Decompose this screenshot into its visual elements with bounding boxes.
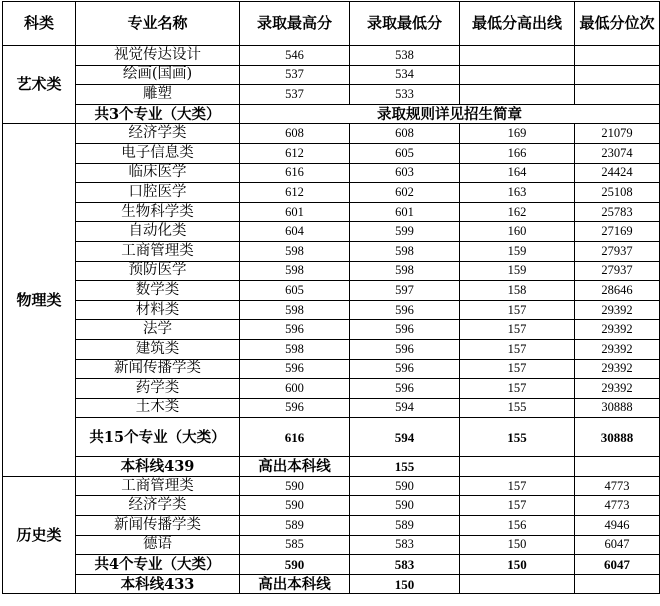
major-name: 新闻传播学类 bbox=[76, 516, 240, 536]
table-row bbox=[3, 241, 660, 261]
table-row bbox=[3, 46, 660, 66]
admission-score-table bbox=[2, 1, 660, 594]
table-row bbox=[3, 222, 660, 242]
min-rank: 27169 bbox=[575, 222, 660, 242]
category-history: 历史类 bbox=[3, 476, 76, 594]
above-line bbox=[460, 46, 575, 66]
max-score: 598 bbox=[240, 241, 350, 261]
min-rank: 4773 bbox=[575, 496, 660, 516]
table-row bbox=[3, 398, 660, 418]
above-line: 166 bbox=[460, 143, 575, 163]
min-rank: 30888 bbox=[575, 398, 660, 418]
summary-max-score: 590 bbox=[240, 555, 350, 575]
max-score: 596 bbox=[240, 359, 350, 379]
major-name: 药学类 bbox=[76, 379, 240, 399]
header-min-score: 录取最低分 bbox=[350, 2, 460, 46]
max-score: 537 bbox=[240, 65, 350, 85]
major-name: 视觉传达设计 bbox=[76, 46, 240, 66]
max-score: 598 bbox=[240, 261, 350, 281]
max-score: 596 bbox=[240, 320, 350, 340]
min-score: 534 bbox=[350, 65, 460, 85]
summary-row bbox=[3, 555, 660, 575]
min-rank: 29392 bbox=[575, 359, 660, 379]
above-line: 162 bbox=[460, 202, 575, 222]
table-row bbox=[3, 65, 660, 85]
min-score: 597 bbox=[350, 281, 460, 301]
baseline-row bbox=[3, 457, 660, 477]
major-name: 材料类 bbox=[76, 300, 240, 320]
above-line: 155 bbox=[460, 398, 575, 418]
min-rank bbox=[575, 85, 660, 105]
max-score: 598 bbox=[240, 300, 350, 320]
above-line: 156 bbox=[460, 516, 575, 536]
table-row bbox=[3, 516, 660, 536]
min-score: 583 bbox=[350, 535, 460, 555]
max-score: 585 bbox=[240, 535, 350, 555]
min-score: 596 bbox=[350, 379, 460, 399]
table-row bbox=[3, 496, 660, 516]
summary-min-score: 594 bbox=[350, 418, 460, 457]
major-name: 德语 bbox=[76, 535, 240, 555]
above-line: 157 bbox=[460, 379, 575, 399]
min-rank: 29392 bbox=[575, 320, 660, 340]
major-name: 自动化类 bbox=[76, 222, 240, 242]
table-row bbox=[3, 163, 660, 183]
max-score: 590 bbox=[240, 476, 350, 496]
major-name: 新闻传播学类 bbox=[76, 359, 240, 379]
above-line: 157 bbox=[460, 476, 575, 496]
summary-note: 录取规则详见招生简章 bbox=[240, 104, 660, 124]
table-row bbox=[3, 339, 660, 359]
summary-above-line: 150 bbox=[460, 555, 575, 575]
major-name: 生物科学类 bbox=[76, 202, 240, 222]
major-name: 经济学类 bbox=[76, 496, 240, 516]
summary-row bbox=[3, 104, 660, 124]
min-rank: 29392 bbox=[575, 339, 660, 359]
max-score: 612 bbox=[240, 143, 350, 163]
major-name: 雕塑 bbox=[76, 85, 240, 105]
max-score: 616 bbox=[240, 163, 350, 183]
major-name: 工商管理类 bbox=[76, 476, 240, 496]
min-score: 596 bbox=[350, 359, 460, 379]
min-score: 538 bbox=[350, 46, 460, 66]
min-score: 533 bbox=[350, 85, 460, 105]
above-line bbox=[460, 65, 575, 85]
summary-min-rank: 30888 bbox=[575, 418, 660, 457]
min-score: 596 bbox=[350, 339, 460, 359]
min-rank: 29392 bbox=[575, 300, 660, 320]
min-score: 598 bbox=[350, 241, 460, 261]
major-name: 预防医学 bbox=[76, 261, 240, 281]
summary-label: 共3个专业（大类） bbox=[76, 104, 240, 124]
category-art: 艺术类 bbox=[3, 46, 76, 124]
header-above-line: 最低分高出线 bbox=[460, 2, 575, 46]
min-rank: 25783 bbox=[575, 202, 660, 222]
baseline-row bbox=[3, 574, 660, 594]
min-score: 602 bbox=[350, 183, 460, 203]
above-line: 157 bbox=[460, 339, 575, 359]
min-rank bbox=[575, 46, 660, 66]
min-score: 605 bbox=[350, 143, 460, 163]
min-score: 599 bbox=[350, 222, 460, 242]
above-line: 169 bbox=[460, 124, 575, 144]
table-row bbox=[3, 261, 660, 281]
max-score: 604 bbox=[240, 222, 350, 242]
summary-row bbox=[3, 418, 660, 457]
major-name: 口腔医学 bbox=[76, 183, 240, 203]
min-rank: 21079 bbox=[575, 124, 660, 144]
baseline-value: 150 bbox=[350, 574, 460, 594]
baseline-value: 155 bbox=[350, 457, 460, 477]
table-row bbox=[3, 143, 660, 163]
above-line: 160 bbox=[460, 222, 575, 242]
header-category: 科类 bbox=[3, 2, 76, 46]
max-score: 596 bbox=[240, 398, 350, 418]
min-rank: 28646 bbox=[575, 281, 660, 301]
above-line: 157 bbox=[460, 359, 575, 379]
above-line: 150 bbox=[460, 535, 575, 555]
max-score: 598 bbox=[240, 339, 350, 359]
above-line: 163 bbox=[460, 183, 575, 203]
above-line: 164 bbox=[460, 163, 575, 183]
min-score: 596 bbox=[350, 320, 460, 340]
header-major: 专业名称 bbox=[76, 2, 240, 46]
table-row bbox=[3, 85, 660, 105]
major-name: 建筑类 bbox=[76, 339, 240, 359]
above-line: 157 bbox=[460, 496, 575, 516]
above-line bbox=[460, 85, 575, 105]
major-name: 土木类 bbox=[76, 398, 240, 418]
above-line: 158 bbox=[460, 281, 575, 301]
max-score: 612 bbox=[240, 183, 350, 203]
major-name: 数学类 bbox=[76, 281, 240, 301]
major-name: 法学 bbox=[76, 320, 240, 340]
empty-cell bbox=[460, 457, 575, 477]
above-line: 159 bbox=[460, 261, 575, 281]
min-score: 598 bbox=[350, 261, 460, 281]
empty-cell bbox=[460, 574, 575, 594]
min-rank: 4773 bbox=[575, 476, 660, 496]
table-row bbox=[3, 535, 660, 555]
max-score: 590 bbox=[240, 496, 350, 516]
min-score: 590 bbox=[350, 496, 460, 516]
min-score: 590 bbox=[350, 476, 460, 496]
header-min-rank: 最低分位次 bbox=[575, 2, 660, 46]
min-rank: 27937 bbox=[575, 261, 660, 281]
summary-max-score: 616 bbox=[240, 418, 350, 457]
max-score: 605 bbox=[240, 281, 350, 301]
min-rank: 24424 bbox=[575, 163, 660, 183]
min-score: 603 bbox=[350, 163, 460, 183]
min-rank: 23074 bbox=[575, 143, 660, 163]
min-rank bbox=[575, 65, 660, 85]
category-physics: 物理类 bbox=[3, 124, 76, 477]
table-row bbox=[3, 359, 660, 379]
baseline-label: 本科线433 bbox=[76, 574, 240, 594]
min-rank: 4946 bbox=[575, 516, 660, 536]
min-score: 589 bbox=[350, 516, 460, 536]
major-name: 电子信息类 bbox=[76, 143, 240, 163]
above-line: 157 bbox=[460, 320, 575, 340]
table-row bbox=[3, 281, 660, 301]
max-score: 601 bbox=[240, 202, 350, 222]
header-max-score: 录取最高分 bbox=[240, 2, 350, 46]
min-rank: 27937 bbox=[575, 241, 660, 261]
above-line: 159 bbox=[460, 241, 575, 261]
min-score: 608 bbox=[350, 124, 460, 144]
major-name: 经济学类 bbox=[76, 124, 240, 144]
table-row bbox=[3, 124, 660, 144]
table-row bbox=[3, 320, 660, 340]
table-row bbox=[3, 183, 660, 203]
above-line: 157 bbox=[460, 300, 575, 320]
min-score: 594 bbox=[350, 398, 460, 418]
table-row bbox=[3, 300, 660, 320]
empty-cell bbox=[575, 574, 660, 594]
max-score: 608 bbox=[240, 124, 350, 144]
max-score: 546 bbox=[240, 46, 350, 66]
baseline-label: 本科线439 bbox=[76, 457, 240, 477]
empty-cell bbox=[575, 457, 660, 477]
table-row bbox=[3, 202, 660, 222]
min-score: 596 bbox=[350, 300, 460, 320]
summary-min-rank: 6047 bbox=[575, 555, 660, 575]
min-rank: 6047 bbox=[575, 535, 660, 555]
major-name: 临床医学 bbox=[76, 163, 240, 183]
max-score: 537 bbox=[240, 85, 350, 105]
baseline-text: 高出本科线 bbox=[240, 574, 350, 594]
summary-above-line: 155 bbox=[460, 418, 575, 457]
max-score: 600 bbox=[240, 379, 350, 399]
summary-min-score: 583 bbox=[350, 555, 460, 575]
max-score: 589 bbox=[240, 516, 350, 536]
table-row bbox=[3, 476, 660, 496]
header-row bbox=[3, 2, 660, 46]
min-score: 601 bbox=[350, 202, 460, 222]
summary-label: 共15个专业（大类） bbox=[76, 418, 240, 457]
major-name: 工商管理类 bbox=[76, 241, 240, 261]
min-rank: 29392 bbox=[575, 379, 660, 399]
table-row bbox=[3, 379, 660, 399]
major-name: 绘画(国画) bbox=[76, 65, 240, 85]
baseline-text: 高出本科线 bbox=[240, 457, 350, 477]
summary-label: 共4个专业（大类） bbox=[76, 555, 240, 575]
min-rank: 25108 bbox=[575, 183, 660, 203]
